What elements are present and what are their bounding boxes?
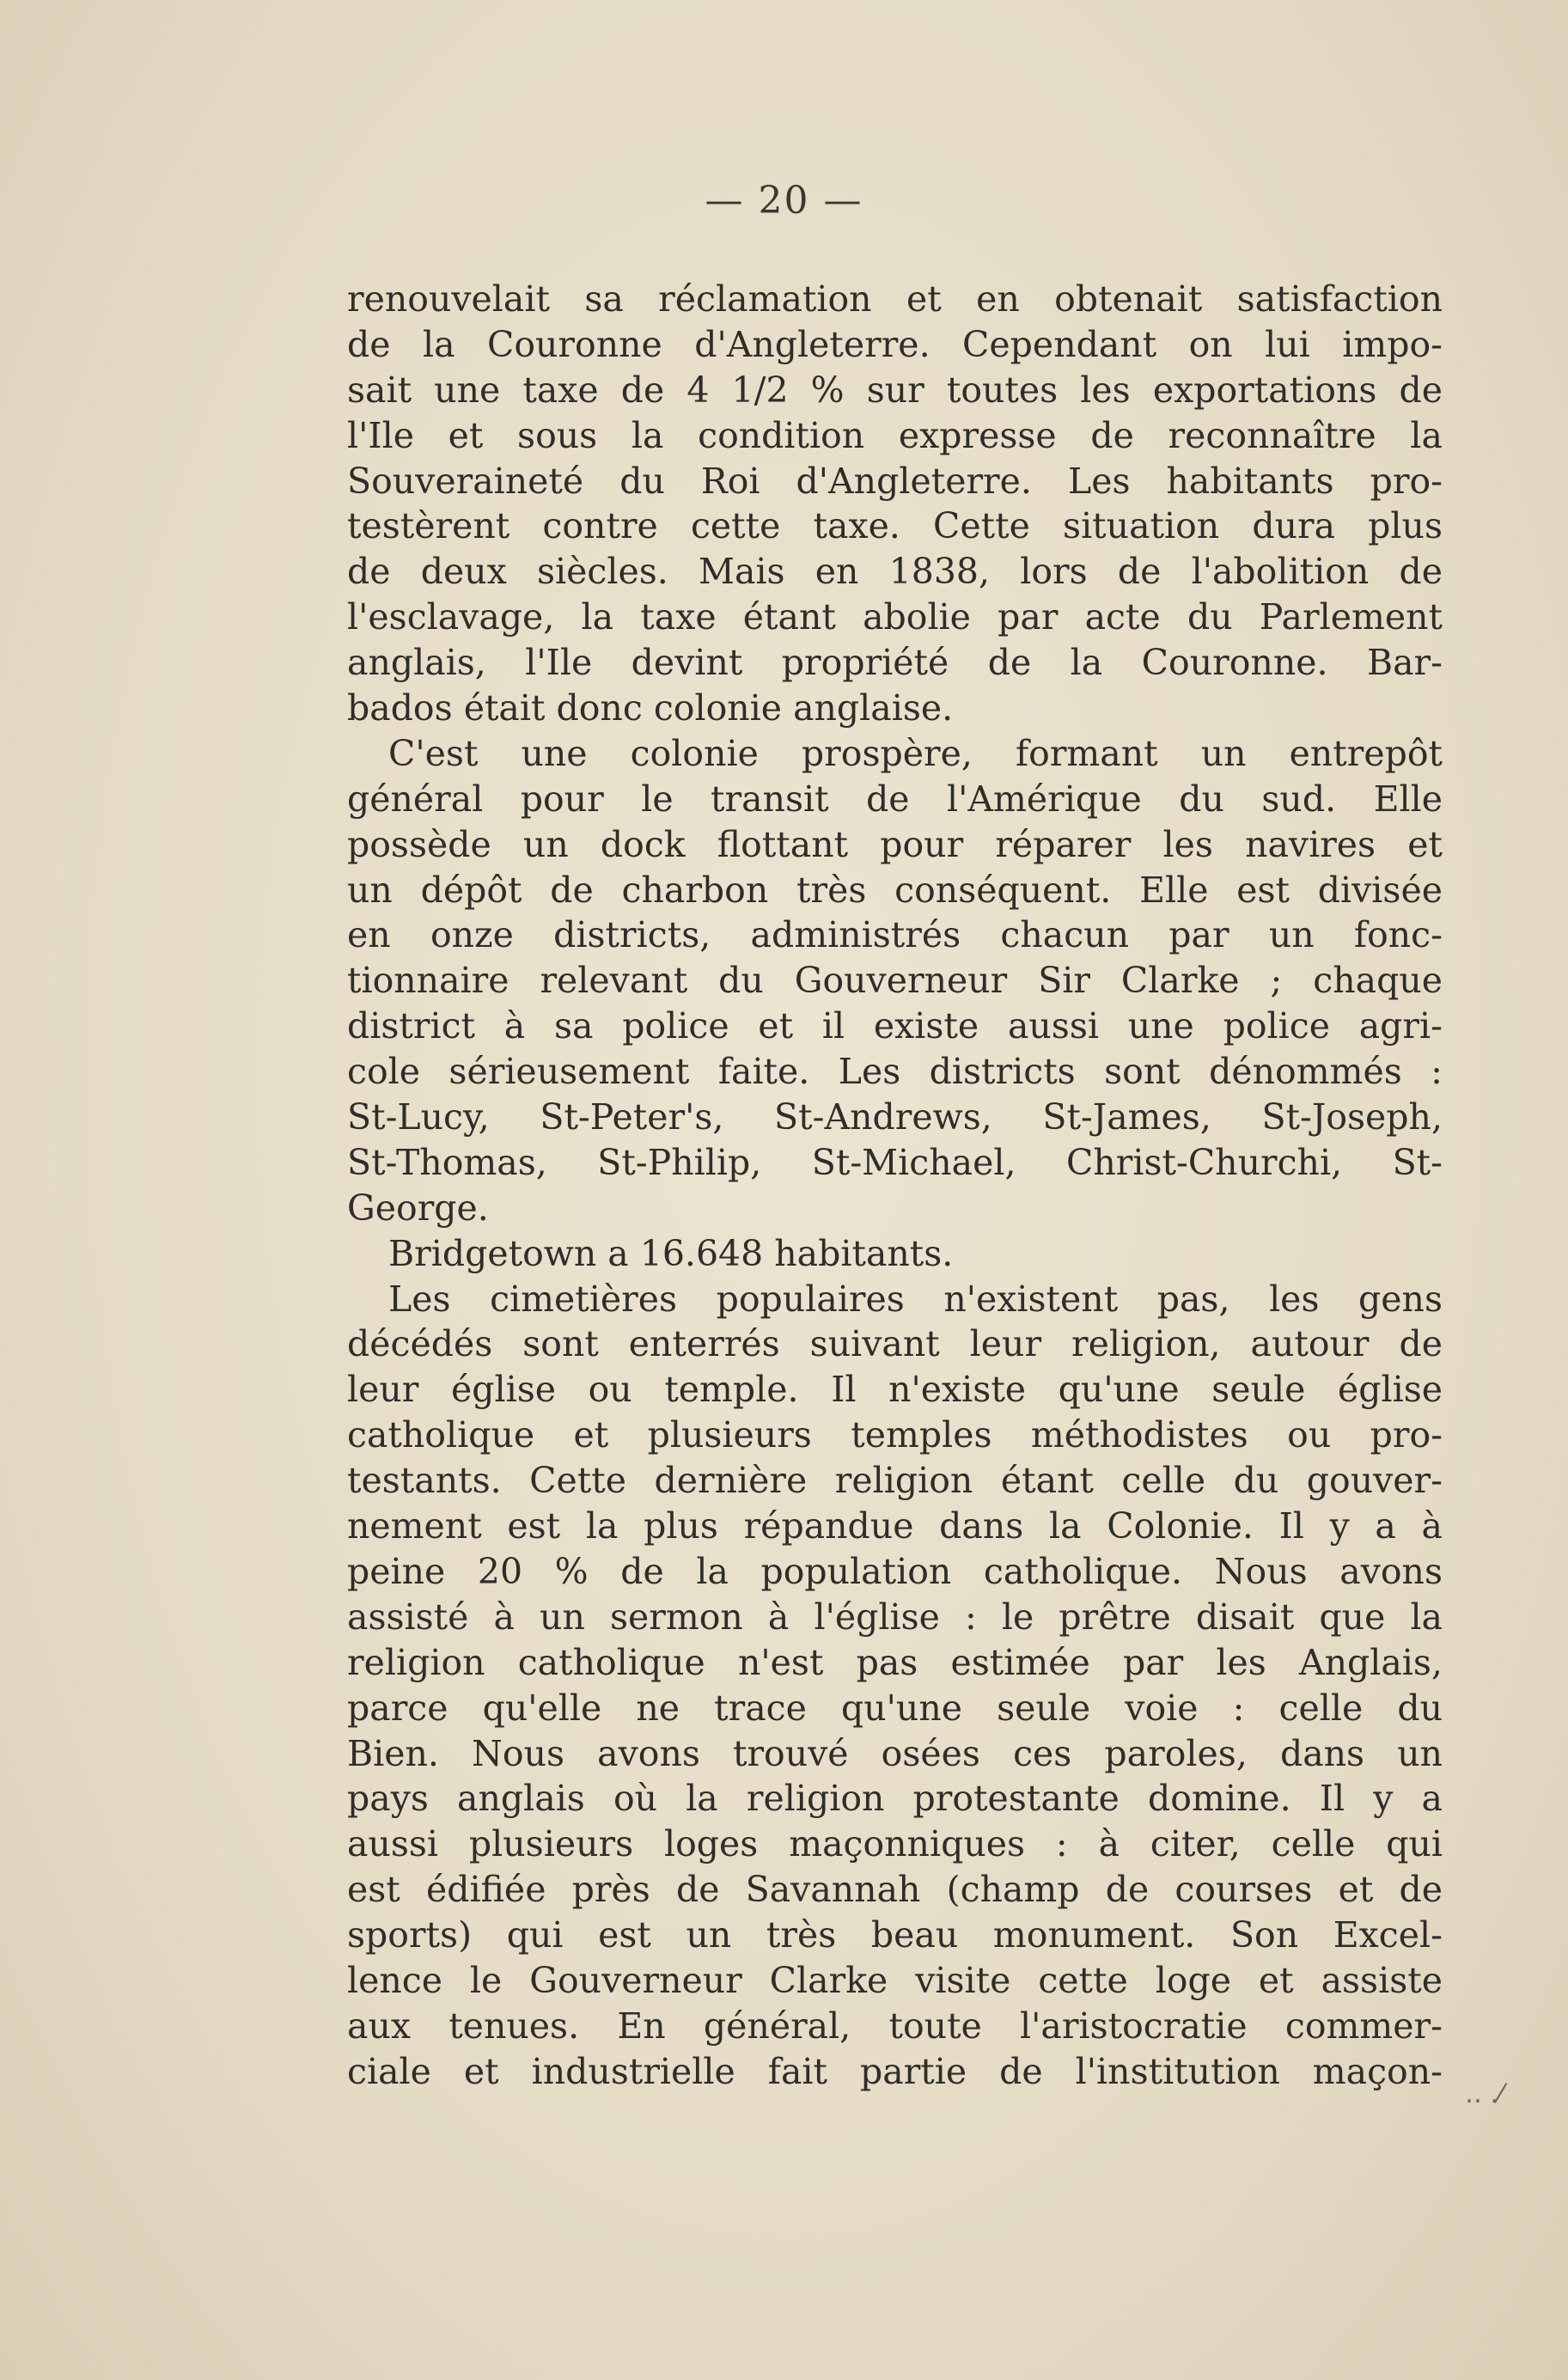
text-line: leur église ou temple. Il n'existe qu'une seule église	[347, 1369, 1443, 1411]
text-line: bados était donc colonie anglaise.	[347, 687, 954, 729]
text-line: possède un dock flottant pour réparer les navires et	[347, 823, 1443, 865]
text-line: décédés sont enterrés suivant leur religion, autour de	[347, 1323, 1443, 1365]
text-line: sports) qui est un très beau monument. Son Excel-	[347, 1914, 1443, 1956]
text-line: religion catholique n'est pas estimée par les Anglais,	[347, 1641, 1443, 1683]
text-line: de deux siècles. Mais en 1838, lors de l'abolition de	[347, 551, 1443, 593]
text-line: Bien. Nous avons trouvé osées ces paroles, dans un	[347, 1732, 1443, 1774]
text-line: Souveraineté du Roi d'Angleterre. Les habitants pro-	[347, 460, 1443, 502]
text-line: de la Couronne d'Angleterre. Cependant on lui impo-	[347, 323, 1443, 365]
text-line: général pour le transit de l'Amérique du sud. Elle	[347, 778, 1443, 820]
text-line: en onze districts, administrés chacun par un fonc-	[347, 914, 1443, 956]
page-number: — 20 —	[705, 179, 863, 223]
text-line: Bridgetown a 16.648 habitants.	[388, 1232, 954, 1274]
text-line: l'Ile et sous la condition expresse de reconnaître la	[347, 414, 1443, 456]
text-line: nement est la plus répandue dans la Colonie. Il y a à	[347, 1505, 1443, 1547]
text-line: aussi plusieurs loges maçonniques : à citer, celle qui	[347, 1823, 1443, 1865]
text-line: ciale et industrielle fait partie de l'institution maçon-	[347, 2050, 1443, 2092]
text-line: aux tenues. En général, toute l'aristocratie commer-	[347, 2005, 1443, 2047]
text-line: renouvelait sa réclamation et en obtenait satisfaction	[347, 278, 1443, 320]
text-line: assisté à un sermon à l'église : le prêtre disait que la	[347, 1596, 1443, 1638]
text-line: est édifiée près de Savannah (champ de courses et de	[347, 1869, 1443, 1911]
margin-mark: ‥ .⁄	[1465, 2079, 1504, 2109]
text-line: lence le Gouverneur Clarke visite cette loge et assiste	[347, 1959, 1443, 2001]
text-line: un dépôt de charbon très conséquent. Elle est divisée	[347, 869, 1443, 911]
text-line: catholique et plusieurs temples méthodistes ou pro-	[347, 1414, 1443, 1456]
text-line: St-Lucy, St-Peter's, St-Andrews, St-James, St-Joseph,	[347, 1096, 1443, 1138]
text-line: sait une taxe de 4 1/2 % sur toutes les exportations de	[347, 369, 1443, 411]
text-line: George.	[347, 1187, 489, 1229]
text-line: anglais, l'Ile devint propriété de la Couronne. Bar-	[347, 642, 1443, 684]
text-line: district à sa police et il existe aussi une police agri-	[347, 1005, 1443, 1047]
body-text	[347, 277, 1443, 2095]
text-line: testants. Cette dernière religion étant celle du gouver-	[347, 1460, 1443, 1502]
text-line: St-Thomas, St-Philip, St-Michael, Christ-Churchi, St-	[347, 1141, 1443, 1183]
text-line: testèrent contre cette taxe. Cette situation dura plus	[347, 505, 1443, 547]
text-line: cole sérieusement faite. Les districts sont dénommés :	[347, 1051, 1443, 1093]
text-line: pays anglais où la religion protestante domine. Il y a	[347, 1778, 1443, 1820]
text-line: l'esclavage, la taxe étant abolie par acte du Parlement	[347, 596, 1443, 638]
text-line: Les cimetières populaires n'existent pas, les gens	[388, 1278, 1443, 1320]
text-line: parce qu'elle ne trace qu'une seule voie : celle du	[347, 1687, 1443, 1729]
text-line: C'est une colonie prospère, formant un entrepôt	[388, 732, 1443, 774]
text-line: peine 20 % de la population catholique. Nous avons	[347, 1550, 1443, 1592]
text-line: tionnaire relevant du Gouverneur Sir Clarke ; chaque	[347, 960, 1443, 1002]
